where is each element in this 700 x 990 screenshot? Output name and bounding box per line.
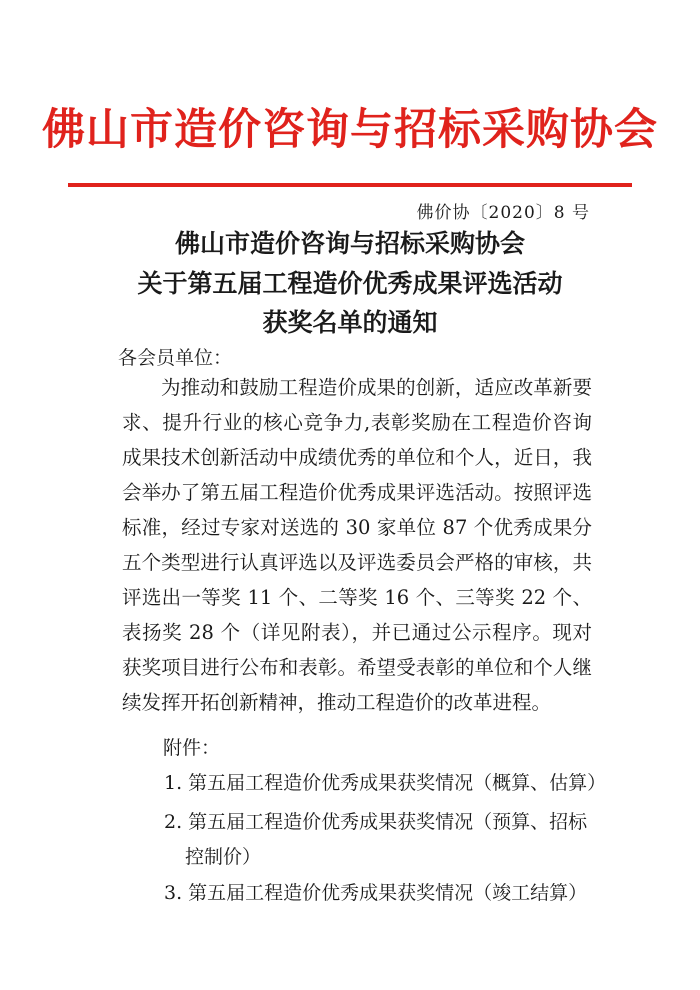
title-line-1: 佛山市造价咨询与招标采购协会 — [174, 229, 525, 258]
organization-letterhead: 佛山市造价咨询与招标采购协会 — [42, 105, 658, 155]
attachment-item-2-continued: 控制价） — [185, 846, 262, 868]
attachment-item-2: 2. 第五届工程造价优秀成果获奖情况（预算、招标 — [164, 811, 588, 833]
body-paragraph: 为推动和鼓励工程造价成果的创新，适应改革新要求、提升行业的核心竞争力,表彰奖励在工程造价咨询成果技术创新活动中成绩优秀的单位和个人，近日，我会举办了第五届工程造价优秀成果评选活动。按照评选标准，经过专家对送选的 30 家单位 87 个优秀成果分五个类型进行认真评选以及评选委员会严格的审核，共评选出一等奖 11 个、二等奖 16 个、三等奖 22 个、表扬奖 28 个（详见附表），并已通过公示程序。现对获奖项目进行公布和表彰。希望受表彰的单位和个人继续发挥开拓创新精神，推动工程造价的改革进程。 — [122, 376, 592, 714]
attachment-item-3: 3. 第五届工程造价优秀成果获奖情况（竣工结算） — [164, 882, 588, 904]
attachment-item-1: 1. 第五届工程造价优秀成果获奖情况（概算、估算） — [164, 772, 607, 794]
attachments-label: 附件： — [163, 737, 221, 759]
salutation: 各会员单位： — [118, 347, 233, 369]
letterhead-red-rule — [68, 183, 632, 187]
title-line-3: 获奖名单的通知 — [262, 308, 438, 337]
document-number: 佛价协〔2020〕8 号 — [416, 203, 590, 223]
title-line-2: 关于第五届工程造价优秀成果评选活动 — [137, 269, 563, 298]
